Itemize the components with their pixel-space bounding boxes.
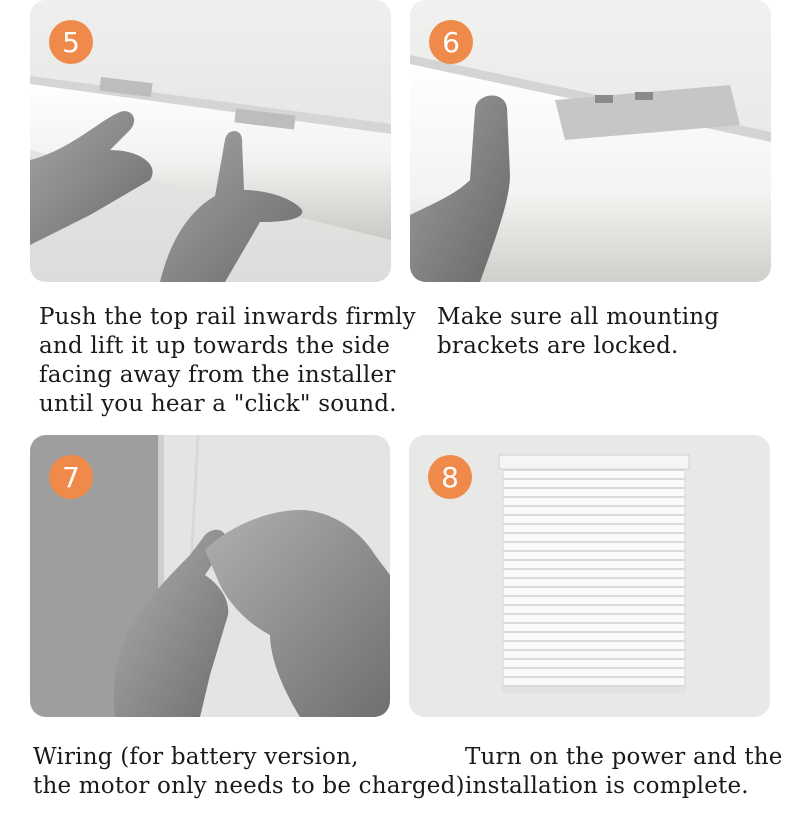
step-5-caption-line: and lift it up towards the side: [39, 333, 391, 359]
step-7-caption: [33, 743, 465, 801]
step-8-number: 8: [441, 460, 459, 494]
step-8-caption: [465, 743, 783, 801]
step-8-caption-line: Turn on the power and the: [465, 744, 783, 770]
step-6-caption: [437, 303, 719, 361]
step-7-caption-line: Wiring (for battery version,: [33, 744, 359, 770]
step-5-caption: [39, 303, 416, 419]
step-5-badge: [49, 20, 93, 64]
step-5-caption-line: facing away from the installer: [39, 362, 396, 388]
step-7-caption-line: the motor only needs to be charged): [33, 773, 465, 799]
step-7-badge: [49, 455, 93, 499]
step-6-badge: [429, 20, 473, 64]
step-6-caption-line: brackets are locked.: [437, 333, 679, 359]
step-6-number: 6: [442, 25, 460, 59]
step-7-number: 7: [62, 460, 80, 494]
step-8-badge: [428, 455, 472, 499]
step-8-caption-line: installation is complete.: [465, 773, 749, 799]
step-5-caption-line: Push the top rail inwards firmly: [39, 304, 416, 330]
step-5-number: 5: [62, 25, 80, 59]
step-6-caption-line: Make sure all mounting: [437, 304, 720, 330]
step-5-caption-line: until you hear a "click" sound.: [39, 391, 397, 417]
